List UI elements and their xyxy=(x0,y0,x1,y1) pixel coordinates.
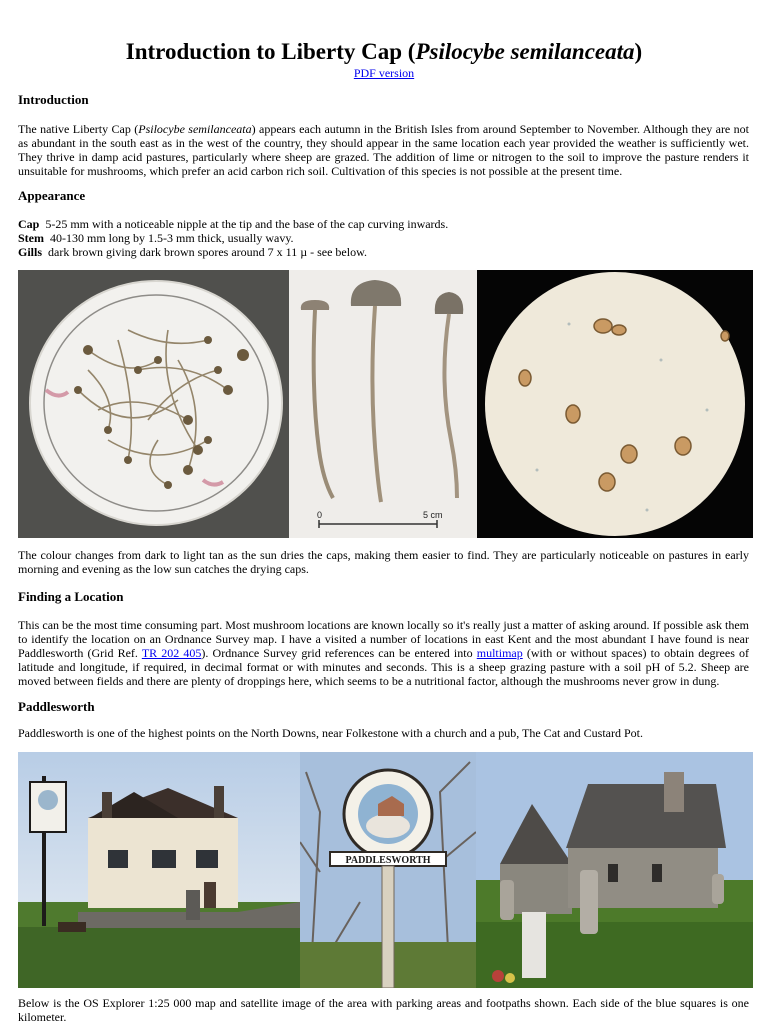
cap-text: 5-25 mm with a noticeable nipple at the tip and the base of the cap curving inwards. xyxy=(45,217,449,231)
multimap-link[interactable]: multimap xyxy=(476,646,523,660)
dried-mushrooms-plate-photo xyxy=(18,270,289,538)
scale-start-label: 0 xyxy=(317,510,323,520)
village-sign-photo xyxy=(300,752,476,988)
grid-ref-link[interactable]: TR 202 405 xyxy=(141,646,202,660)
scale-end-label: 5 cm xyxy=(423,510,443,520)
paddlesworth-photo-strip xyxy=(18,752,753,988)
village-sign-text: PADDLESWORTH xyxy=(345,855,431,866)
appearance-details xyxy=(18,217,749,259)
pdf-version-link[interactable]: PDF version xyxy=(353,66,415,80)
cap-label: Cap xyxy=(18,217,40,231)
gills-label: Gills xyxy=(18,245,43,259)
spores-microscope-photo xyxy=(477,270,753,538)
paddlesworth-paragraph: Paddlesworth is one of the highest points on the North Downs, near Folkestone with a church and a pub, The Cat and Custard Pot. xyxy=(18,726,644,740)
page-title: Introduction to Liberty Cap (Psilocybe semilanceata) xyxy=(125,39,643,64)
gills-text: dark brown giving dark brown spores around 7 x 11 µ - see below. xyxy=(48,245,367,259)
finding-location-heading: Finding a Location xyxy=(18,589,124,604)
pub-photo xyxy=(18,752,300,988)
introduction-paragraph: The native Liberty Cap (Psilocybe semilanceata) appears each autumn in the British Isles from around September to November. Although they are not as abundant in the south east as in the west of the country, they should appear in the same location each year provided the weather is sufficiently wet. They thrive in damp acid pastures, particularly where sheep are grazed. The addition of lime or nitrogen to the soil to improve the pasture renders it unsuitable for mushrooms, which prefer an acid carbon rich soil. Cultivation of this species is not possible at the present time. xyxy=(18,122,749,178)
stem-label: Stem xyxy=(18,231,44,245)
stem-text: 40-130 mm long by 1.5-3 mm thick, usually wavy. xyxy=(50,231,294,245)
appearance-caption: The colour changes from dark to light tan as the sun dries the caps, making them easier to find. They are particularly noticeable on pastures in early morning and evening as the low sun catches the drying caps. xyxy=(18,548,749,576)
pdf-version-link-row xyxy=(0,66,768,80)
mushroom-photo-strip xyxy=(18,270,753,538)
finding-location-paragraph: This can be the most time consuming part. Most mushroom locations are known locally so it's really just a matter of asking around. If possible ask them to identify the location on an Ordnance Survey map. I have a visited a number of locations in east Kent and the most abundant I have found is near Paddlesworth (Grid Ref. TR 202 405). Ordnance Survey grid references can be entered into multimap (with or without spaces) to obtain degrees of latitude and longitude, if required, in decimal format or with minutes and seconds. This is a sheep grazing pasture with a soil pH of 5.2. Sheep are moved between fields and there are plenty of droppings here, which seems to be a nutritional factor, although the mushrooms never grow in dung. xyxy=(18,618,750,688)
paddlesworth-heading: Paddlesworth xyxy=(18,699,95,714)
three-mushrooms-scale-photo xyxy=(289,270,477,538)
introduction-heading: Introduction xyxy=(18,92,89,107)
appearance-heading: Appearance xyxy=(18,188,86,203)
map-intro-paragraph: Below is the OS Explorer 1:25 000 map and satellite image of the area with parking areas and footpaths shown. Each side of the blue squares is one kilometer. xyxy=(18,996,749,1024)
church-photo xyxy=(476,752,753,988)
